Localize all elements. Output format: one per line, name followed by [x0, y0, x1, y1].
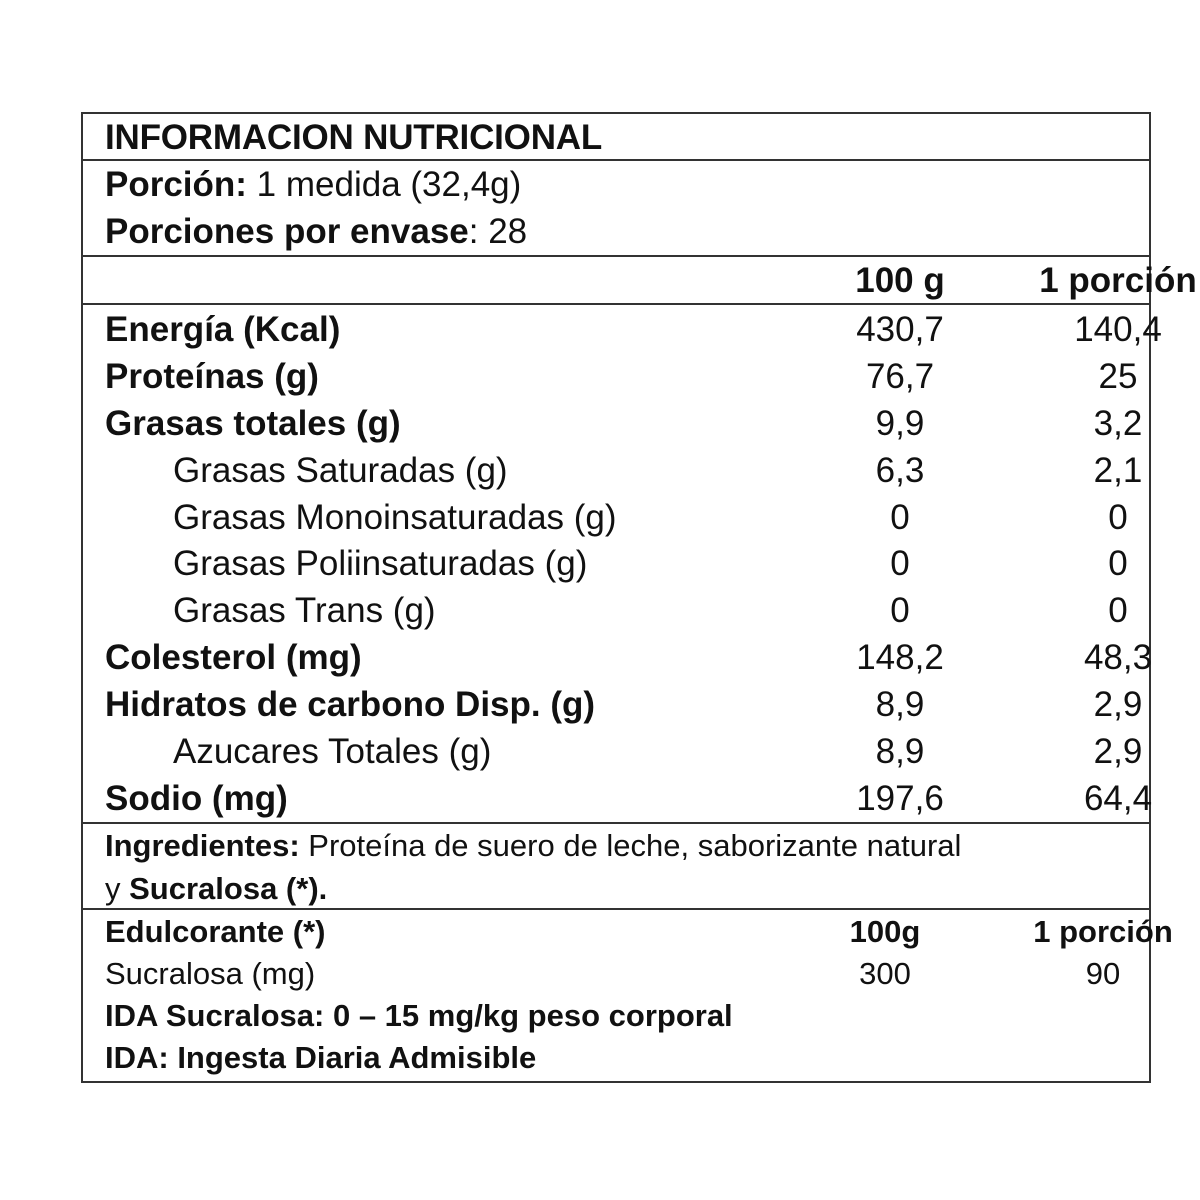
nutrient-row — [83, 307, 1162, 354]
nutrient-per-100g: 9,9 — [875, 403, 925, 443]
column-header-100g: 100 g — [855, 261, 945, 300]
nutrient-name: Grasas Trans (g) — [173, 591, 436, 631]
nutrient-per-portion: 0 — [1108, 497, 1128, 537]
nutrient-per-100g: 430,7 — [856, 310, 944, 349]
nutrient-per-portion: 2,9 — [1093, 685, 1143, 725]
nutrient-per-portion: 2,9 — [1093, 732, 1143, 772]
serving-size — [105, 161, 1149, 208]
nutrient-row — [83, 729, 1149, 776]
nutrient-name: Grasas Monoinsaturadas (g) — [173, 497, 617, 537]
ida-sucralose: IDA Sucralosa: 0 – 15 mg/kg peso corporal — [105, 998, 733, 1033]
nutrient-name: Hidratos de carbono Disp. (g) — [105, 685, 596, 725]
nutrient-per-portion: 0 — [1108, 544, 1128, 584]
ingredients-label: Ingredientes: — [105, 828, 300, 863]
portion-info — [83, 161, 1149, 257]
ingredients-text: Proteína de suero de leche, saborizante natural — [299, 828, 962, 863]
nutrient-per-portion: 3,2 — [1093, 403, 1143, 443]
nutrient-per-portion: 25 — [1098, 356, 1138, 396]
nutrient-row — [83, 635, 1153, 682]
nutrient-row — [83, 682, 1149, 729]
servings-value: : 28 — [468, 212, 528, 251]
nutrient-per-portion: 140,4 — [1074, 310, 1162, 349]
nutrient-per-portion: 0 — [1108, 591, 1128, 631]
serving-size-label: Porción: — [105, 165, 247, 204]
label-title: INFORMACION NUTRICIONAL — [83, 114, 1149, 161]
nutrition-facts-label — [81, 112, 1197, 1083]
ida-row — [83, 994, 1149, 1036]
nutrient-row — [83, 401, 1149, 448]
nutrient-name: Proteínas (g) — [105, 356, 319, 396]
nutrient-name: Energía (Kcal) — [105, 310, 341, 349]
sweetener-header: Edulcorante (*) — [105, 914, 326, 949]
sweetener-row — [83, 952, 1149, 994]
serving-size-value: 1 medida (32,4g) — [246, 165, 522, 204]
sweetener-per-100g: 300 — [859, 956, 911, 991]
sweetener-header-row — [83, 910, 1173, 952]
sweetener-column-portion: 1 porción — [1033, 914, 1173, 949]
nutrient-name: Grasas Poliinsaturadas (g) — [173, 544, 588, 584]
nutrient-per-100g: 6,3 — [875, 450, 925, 490]
sweetener-column-100g: 100g — [849, 914, 921, 949]
nutrient-per-100g: 76,7 — [865, 356, 935, 396]
nutrient-row — [83, 776, 1153, 823]
nutrient-per-100g: 0 — [890, 544, 910, 584]
sweetener-name: Sucralosa (mg) — [105, 956, 316, 991]
nutrient-row — [83, 588, 1149, 635]
ingredients-line-1 — [105, 824, 1149, 867]
ida-definition: IDA: Ingesta Diaria Admisible — [105, 1040, 537, 1075]
ingredients-sweetener: Sucralosa (*). — [129, 871, 328, 906]
nutrient-name: Grasas Saturadas (g) — [173, 450, 508, 490]
column-header-row — [83, 257, 1197, 305]
nutrient-per-100g: 0 — [890, 497, 910, 537]
nutrient-per-100g: 0 — [890, 591, 910, 631]
nutrient-per-100g: 148,2 — [856, 638, 944, 678]
sweetener-section — [83, 910, 1173, 1081]
servings-label: Porciones por envase — [105, 212, 469, 251]
column-header-portion: 1 porción — [1039, 261, 1197, 300]
servings-per-container — [105, 208, 1149, 255]
nutrient-name: Grasas totales (g) — [105, 403, 401, 443]
nutrient-row — [83, 495, 1149, 542]
nutrient-name: Sodio (mg) — [105, 778, 288, 818]
nutrient-name: Colesterol (mg) — [105, 638, 362, 678]
nutrient-per-100g: 8,9 — [875, 685, 925, 725]
nutrient-table — [83, 305, 1162, 824]
ida-definition-row — [83, 1036, 1149, 1078]
nutrient-per-portion: 2,1 — [1093, 450, 1143, 490]
ingredients-section — [83, 824, 1149, 910]
nutrient-row — [83, 354, 1149, 401]
nutrient-row — [83, 448, 1149, 495]
nutrient-per-portion: 48,3 — [1083, 638, 1153, 678]
nutrient-per-portion: 64,4 — [1083, 778, 1153, 818]
nutrient-per-100g: 8,9 — [875, 732, 925, 772]
nutrient-name: Azucares Totales (g) — [173, 732, 492, 772]
ingredients-text-prefix: y — [105, 871, 130, 906]
ingredients-line-2 — [105, 867, 1149, 910]
nutrient-row — [83, 541, 1149, 588]
nutrient-per-100g: 197,6 — [856, 778, 944, 818]
sweetener-per-portion: 90 — [1085, 956, 1121, 991]
